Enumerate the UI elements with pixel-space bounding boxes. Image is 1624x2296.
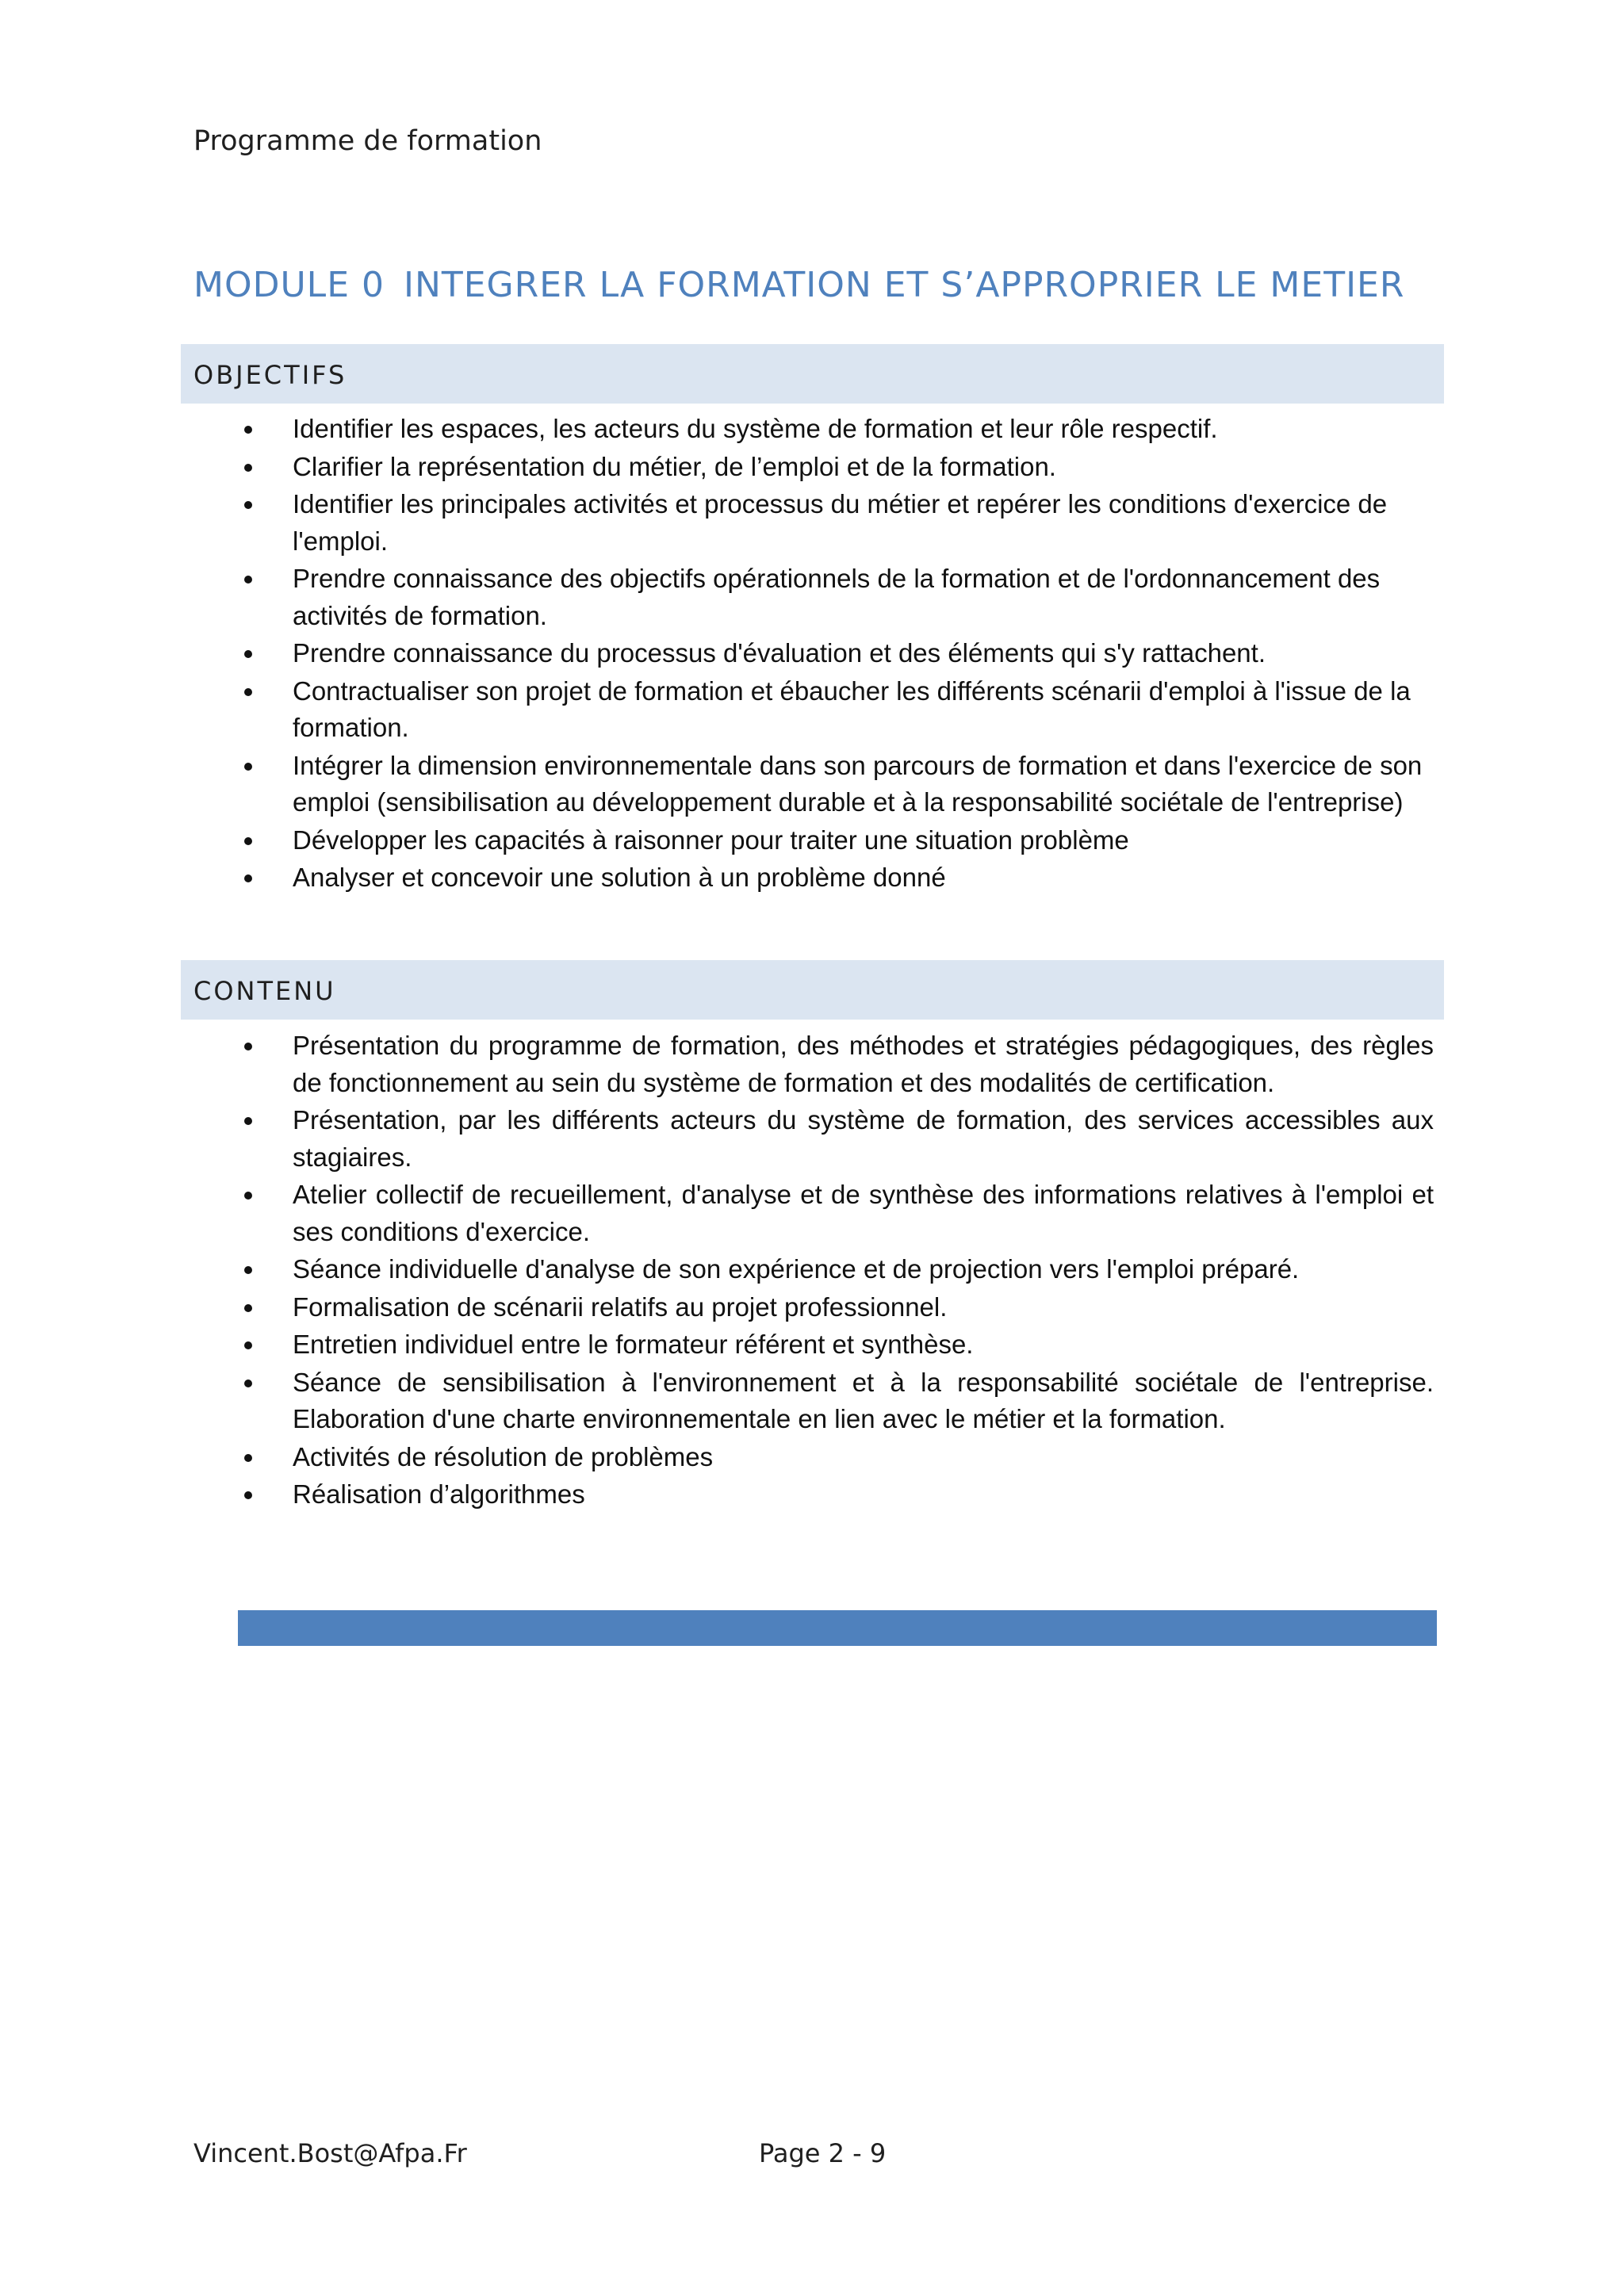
list-item-text: Séance individuelle d'analyse de son expérience et de projection vers l'emploi préparé.: [293, 1254, 1300, 1284]
contenu-heading: CONTENU: [193, 976, 336, 1006]
list-item: [238, 411, 1434, 448]
module-number: MODULE 0: [193, 265, 385, 305]
contenu-section-header: [181, 960, 1444, 1020]
bullet-icon: [244, 763, 252, 771]
list-item-text: Analyser et concevoir une solution à un problème donné: [293, 863, 946, 892]
list-item-text: Intégrer la dimension environnementale dans son parcours de formation et dans l'exercice de son emploi (sensibilisation au développement durable et à la responsabilité sociétale de l'entreprise): [293, 750, 1423, 817]
bullet-icon: [244, 1454, 252, 1462]
bullet-icon: [244, 1341, 252, 1349]
list-item: [238, 748, 1434, 821]
list-item: [238, 1027, 1434, 1101]
list-item: [238, 449, 1434, 486]
list-item: [238, 1102, 1434, 1176]
list-item-text: Développer les capacités à raisonner pour traiter une situation problème: [293, 825, 1129, 855]
list-item-text: Prendre connaissance des objectifs opérationnels de la formation et de l'ordonnancement des activités de formation.: [293, 564, 1381, 630]
objectifs-heading: OBJECTIFS: [193, 360, 347, 390]
bullet-icon: [244, 1266, 252, 1274]
footer-email: Vincent.Bost@Afpa.Fr: [193, 2138, 467, 2168]
list-item: [238, 1439, 1434, 1476]
bullet-icon: [244, 874, 252, 882]
objectifs-section-header: [181, 344, 1444, 404]
bullet-icon: [244, 576, 252, 584]
list-item: [238, 486, 1434, 560]
list-item: [238, 1476, 1434, 1513]
bullet-icon: [244, 501, 252, 509]
list-item: [238, 822, 1434, 859]
list-item: [238, 561, 1434, 634]
contenu-list: [238, 1027, 1434, 1514]
list-item: [238, 1289, 1434, 1326]
list-item-text: Présentation, par les différents acteurs du système de formation, des services accessibles aux stagiaires.: [293, 1105, 1434, 1172]
list-item-text: Prendre connaissance du processus d'évaluation et des éléments qui s'y rattachent.: [293, 638, 1266, 668]
module-title: INTEGRER LA FORMATION ET S’APPROPRIER LE METIER: [403, 265, 1405, 305]
list-item: [238, 1177, 1434, 1250]
module-heading: [193, 265, 1404, 305]
bullet-icon: [244, 688, 252, 696]
bullet-icon: [244, 1192, 252, 1200]
bullet-icon: [244, 1491, 252, 1499]
list-item-text: Identifier les espaces, les acteurs du système de formation et leur rôle respectif.: [293, 414, 1218, 443]
list-item: [238, 673, 1434, 747]
list-item-text: Clarifier la représentation du métier, de l’emploi et de la formation.: [293, 451, 1056, 481]
list-item: [238, 1251, 1434, 1288]
list-item-text: Atelier collectif de recueillement, d'analyse et de synthèse des informations relatives à l'emploi et ses conditions d'exercice.: [293, 1180, 1434, 1246]
list-item: [238, 1364, 1434, 1438]
list-item: [238, 1326, 1434, 1364]
bullet-icon: [244, 837, 252, 845]
footer-page-number: Page 2 - 9: [759, 2138, 887, 2168]
list-item-text: Formalisation de scénarii relatifs au projet professionnel.: [293, 1292, 948, 1322]
bullet-icon: [244, 426, 252, 434]
list-item: [238, 859, 1434, 897]
list-item: [238, 635, 1434, 672]
list-item-text: Contractualiser son projet de formation et ébaucher les différents scénarii d'emploi à l'issue de la formation.: [293, 675, 1411, 742]
bullet-icon: [244, 1380, 252, 1387]
decorative-blue-band: [238, 1610, 1437, 1646]
list-item-text: Réalisation d’algorithmes: [293, 1479, 585, 1509]
list-item-text: Activités de résolution de problèmes: [293, 1441, 714, 1471]
bullet-icon: [244, 650, 252, 658]
list-item-text: Présentation du programme de formation, des méthodes et stratégies pédagogiques, des règles de fonctionnement au sein du système de formation et des modalités de certification.: [293, 1031, 1434, 1097]
list-item-text: Identifier les principales activités et processus du métier et repérer les conditions d'exercice de l'emploi.: [293, 489, 1388, 556]
page-header-title: Programme de formation: [193, 125, 542, 157]
bullet-icon: [244, 1117, 252, 1125]
bullet-icon: [244, 1043, 252, 1050]
objectifs-list: [238, 411, 1434, 897]
list-item-text: Entretien individuel entre le formateur référent et synthèse.: [293, 1330, 974, 1359]
list-item-text: Séance de sensibilisation à l'environnement et à la responsabilité sociétale de l'entreprise. Elaboration d'une charte environnementale en lien avec le métier et la formation.: [293, 1367, 1434, 1433]
bullet-icon: [244, 1304, 252, 1312]
bullet-icon: [244, 464, 252, 472]
